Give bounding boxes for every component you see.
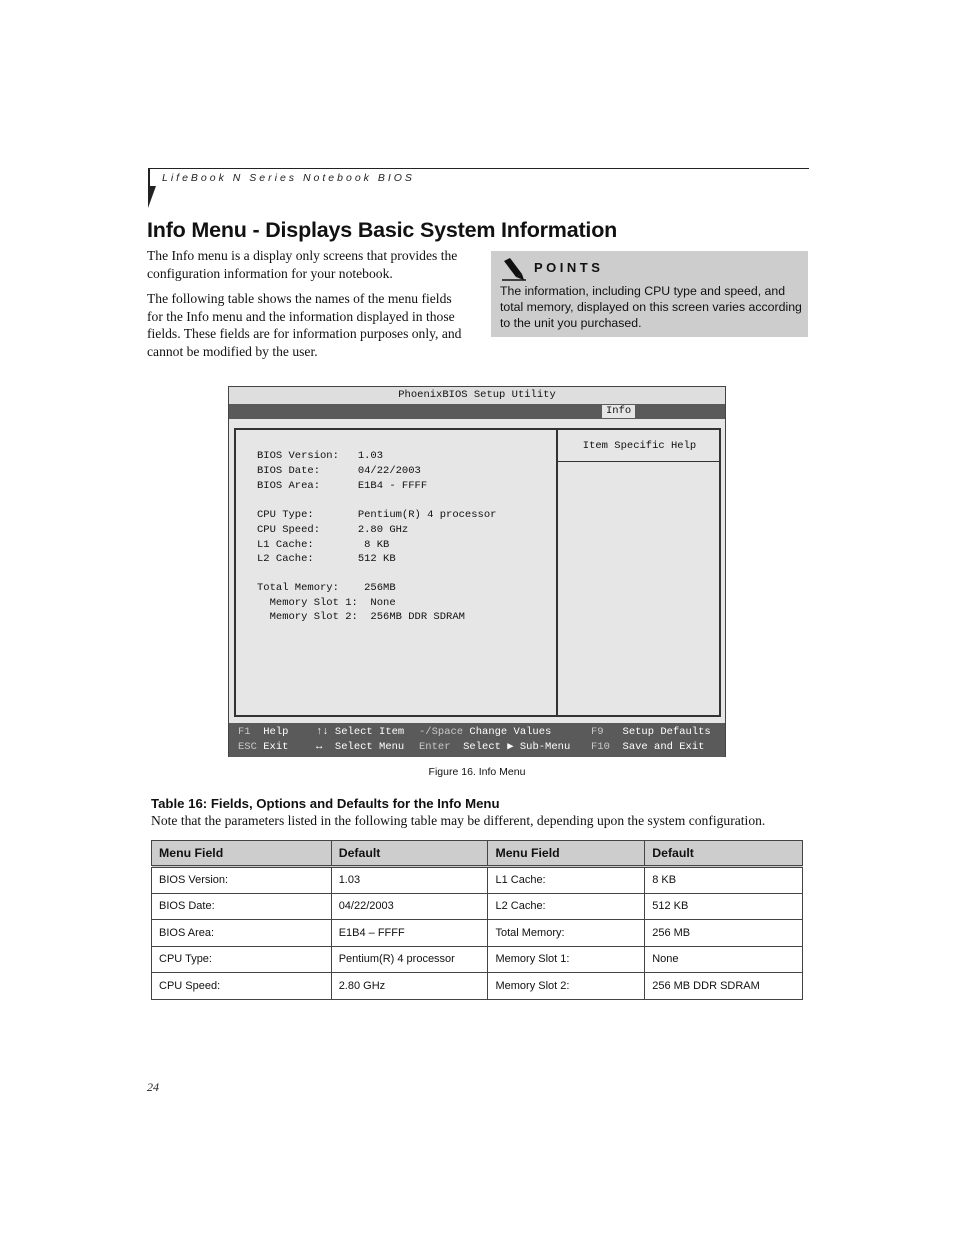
table-cell: 512 KB: [645, 893, 803, 920]
table-row: [152, 893, 803, 920]
key-change-values: -/Space Change Values: [419, 726, 552, 738]
table-cell: 1.03: [331, 867, 488, 894]
table-cell: 04/22/2003: [331, 893, 488, 920]
bios-menubar: [229, 404, 725, 419]
points-box: [491, 251, 808, 337]
bios-title: PhoenixBIOS Setup Utility: [229, 387, 725, 404]
tab-info[interactable]: Info: [602, 405, 635, 418]
up-down-arrows-icon: ↑↓: [316, 726, 329, 738]
key-f1: F1 Help: [238, 726, 289, 738]
table-cell: 256 MB DDR SDRAM: [645, 973, 803, 1000]
table-cell: E1B4 – FFFF: [331, 920, 488, 947]
header-corner-mark: [148, 186, 156, 208]
header-rule: [148, 168, 809, 169]
points-text: The information, including CPU type and speed, and total memory, displayed on this screen varies according to the unit you purchased.: [500, 284, 802, 330]
bios-help-rule: [558, 461, 721, 462]
key-up-down: ↑↓ Select Item: [316, 726, 405, 738]
column-header: Menu Field: [488, 841, 645, 867]
table-cell: 2.80 GHz: [331, 973, 488, 1000]
bios-field-l2-cache: L2 Cache: 512 KB: [257, 553, 396, 565]
key-f10: F10 Save and Exit: [591, 741, 705, 753]
table-header-row: [152, 841, 803, 867]
section-title: Info Menu - Displays Basic System Information: [147, 218, 618, 242]
page-number: 24: [147, 1080, 159, 1094]
running-header: LifeBook N Series Notebook BIOS: [162, 172, 415, 184]
table-cell: L1 Cache:: [488, 867, 645, 894]
table-cell: Total Memory:: [488, 920, 645, 947]
key-esc: ESC Exit: [238, 741, 289, 753]
bios-field-bios-version: BIOS Version: 1.03: [257, 450, 384, 462]
bios-field-bios-date: BIOS Date: 04/22/2003: [257, 465, 421, 477]
bios-key-legend: [229, 723, 725, 757]
table-title: Table 16: Fields, Options and Defaults for the Info Menu: [151, 796, 500, 811]
left-right-arrows-icon: ↔: [316, 741, 323, 753]
key-left-right: ↔ Select Menu: [316, 741, 405, 753]
key-enter: Enter Select ▶ Sub-Menu: [419, 741, 571, 753]
key-f9: F9 Setup Defaults: [591, 726, 711, 738]
bios-field-l1-cache: L1 Cache: 8 KB: [257, 539, 390, 551]
table-note: Note that the parameters listed in the following table may be different, depending upon the system configuration.: [151, 813, 766, 828]
table-cell: CPU Speed:: [152, 973, 332, 1000]
table-cell: Memory Slot 2:: [488, 973, 645, 1000]
bios-field-memory-slot-1: Memory Slot 1: None: [257, 597, 396, 609]
bios-field-bios-area: BIOS Area: E1B4 - FFFF: [257, 480, 428, 492]
bios-main-panel: [234, 428, 721, 717]
points-title: POINTS: [534, 260, 604, 275]
bios-field-cpu-speed: CPU Speed: 2.80 GHz: [257, 524, 409, 536]
table-cell: 256 MB: [645, 920, 803, 947]
table-cell: L2 Cache:: [488, 893, 645, 920]
bios-screen: [228, 386, 726, 757]
bios-field-cpu-type: CPU Type: Pentium(R) 4 processor: [257, 509, 497, 521]
bios-help-title: Item Specific Help: [582, 440, 697, 452]
table-cell: Memory Slot 1:: [488, 946, 645, 973]
column-header: Default: [645, 841, 803, 867]
figure-caption: Figure 16. Info Menu: [428, 766, 526, 778]
table-cell: BIOS Area:: [152, 920, 332, 947]
intro-paragraph-1: The Info menu is a display only screens that provides the configuration information for your notebook.: [147, 248, 458, 281]
table-cell: None: [645, 946, 803, 973]
table-cell: BIOS Date:: [152, 893, 332, 920]
info-fields-table: [151, 840, 803, 1000]
table-cell: 8 KB: [645, 867, 803, 894]
table-row: [152, 920, 803, 947]
table-row: [152, 946, 803, 973]
table-row: [152, 973, 803, 1000]
bios-field-memory-slot-2: Memory Slot 2: 256MB DDR SDRAM: [257, 611, 465, 623]
column-header: Default: [331, 841, 488, 867]
table-cell: Pentium(R) 4 processor: [331, 946, 488, 973]
intro-paragraph-2: The following table shows the names of the menu fields for the Info menu and the information displayed in those fields. These fields are for information purposes only, and cannot be modified by the user.: [147, 291, 462, 359]
bios-panel-divider: [556, 430, 558, 715]
table-cell: BIOS Version:: [152, 867, 332, 894]
table-row: [152, 867, 803, 894]
pencil-icon: [501, 257, 527, 281]
column-header: Menu Field: [152, 841, 332, 867]
table-cell: CPU Type:: [152, 946, 332, 973]
bios-field-total-memory: Total Memory: 256MB: [257, 582, 396, 594]
